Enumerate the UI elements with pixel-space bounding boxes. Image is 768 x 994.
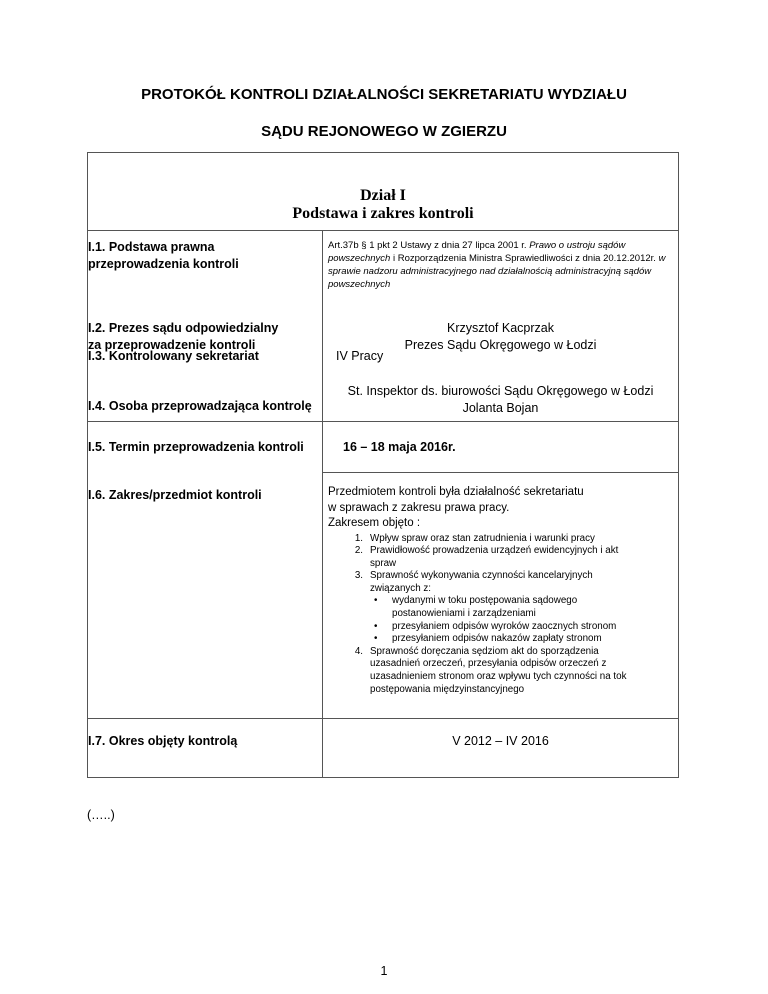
row-value-scope xyxy=(328,485,673,696)
table-divider xyxy=(87,230,679,231)
scope-list xyxy=(354,532,673,697)
list-item: • przesyłaniem odpisów nakazów zapłaty stronom xyxy=(374,633,602,645)
list-item: 2. Prawidłowość prowadzenia urządzeń ewidencyjnych i akt spraw xyxy=(354,545,619,569)
list-item: 4. Sprawność doręczania sędziom akt do sporządzenia uzasadnień orzeczeń, przesyłania odpisów orzeczeń z uzasadnieniem stronom oraz wpływu tych czynności na tok postępowania międzyinstancyjnego xyxy=(354,645,627,695)
scope-intro: Przedmiotem kontroli była działalność sekretariatu w sprawach z zakresu prawa pracy. Zakresem objęto : xyxy=(328,486,584,529)
section-subheading: Podstawa i zakres kontroli xyxy=(292,205,474,222)
row-value-inspector: St. Inspektor ds. biurowości Sądu Okręgowego w Łodzi Jolanta Bojan xyxy=(347,384,654,415)
row-label-secretariat: I.3. Kontrolowany sekretariat xyxy=(88,349,259,363)
scope-sublist xyxy=(374,595,673,645)
document-subtitle: SĄDU REJONOWEGO W ZGIERZU xyxy=(261,123,507,140)
row-label-president: I.2. Prezes sądu odpowiedzialny za przeprowadzenie kontroli xyxy=(88,321,279,352)
row-label-term: I.5. Termin przeprowadzenia kontroli xyxy=(88,440,304,454)
section-heading: Dział I xyxy=(360,187,406,204)
table-divider xyxy=(87,421,679,422)
row-label-scope: I.6. Zakres/przedmiot kontroli xyxy=(88,488,262,502)
page-number: 1 xyxy=(380,964,388,978)
row-value-president: Krzysztof Kacprzak Prezes Sądu Okręgowego w Łodzi xyxy=(404,321,597,352)
table-divider xyxy=(322,472,679,473)
row-label-inspector: I.4. Osoba przeprowadzająca kontrolę xyxy=(88,399,312,413)
ellipsis-note: (…..) xyxy=(87,808,115,822)
bullet-icon: • xyxy=(374,620,378,632)
table-divider xyxy=(87,718,679,719)
row-label-legal-basis: I.1. Podstawa prawna przeprowadzenia kontroli xyxy=(88,240,239,271)
list-item: 3. Sprawność wykonywania czynności kancelaryjnych związanych z: xyxy=(354,570,593,594)
document-title: PROTOKÓŁ KONTROLI DZIAŁALNOŚCI SEKRETARIATU WYDZIAŁU xyxy=(141,86,627,103)
list-item: 1. Wpływ spraw oraz stan zatrudnienia i warunki pracy xyxy=(354,532,595,544)
bullet-icon: • xyxy=(374,633,378,645)
bullet-icon: • xyxy=(374,595,378,607)
row-label-period: I.7. Okres objęty kontrolą xyxy=(88,734,238,748)
list-item: • wydanymi w toku postępowania sądowego postanowieniami i zarządzeniami xyxy=(374,595,578,620)
row-value-secretariat: IV Pracy xyxy=(336,349,384,363)
row-value-period: V 2012 – IV 2016 xyxy=(452,734,549,748)
row-value-legal-basis: Art.37b § 1 pkt 2 Ustawy z dnia 27 lipca 2001 r. Prawo o ustroju sądów powszechnych i Rozporządzenia Ministra Sprawiedliwości z dnia 20.12.2012r. w sprawie nadzoru administracyjnego nad działalnością administracyjną sądów powszechnych xyxy=(328,240,666,290)
list-item: • przesyłaniem odpisów wyroków zaocznych stronom xyxy=(374,620,617,632)
table-column-divider xyxy=(322,230,323,778)
row-value-term: 16 – 18 maja 2016r. xyxy=(343,440,456,454)
